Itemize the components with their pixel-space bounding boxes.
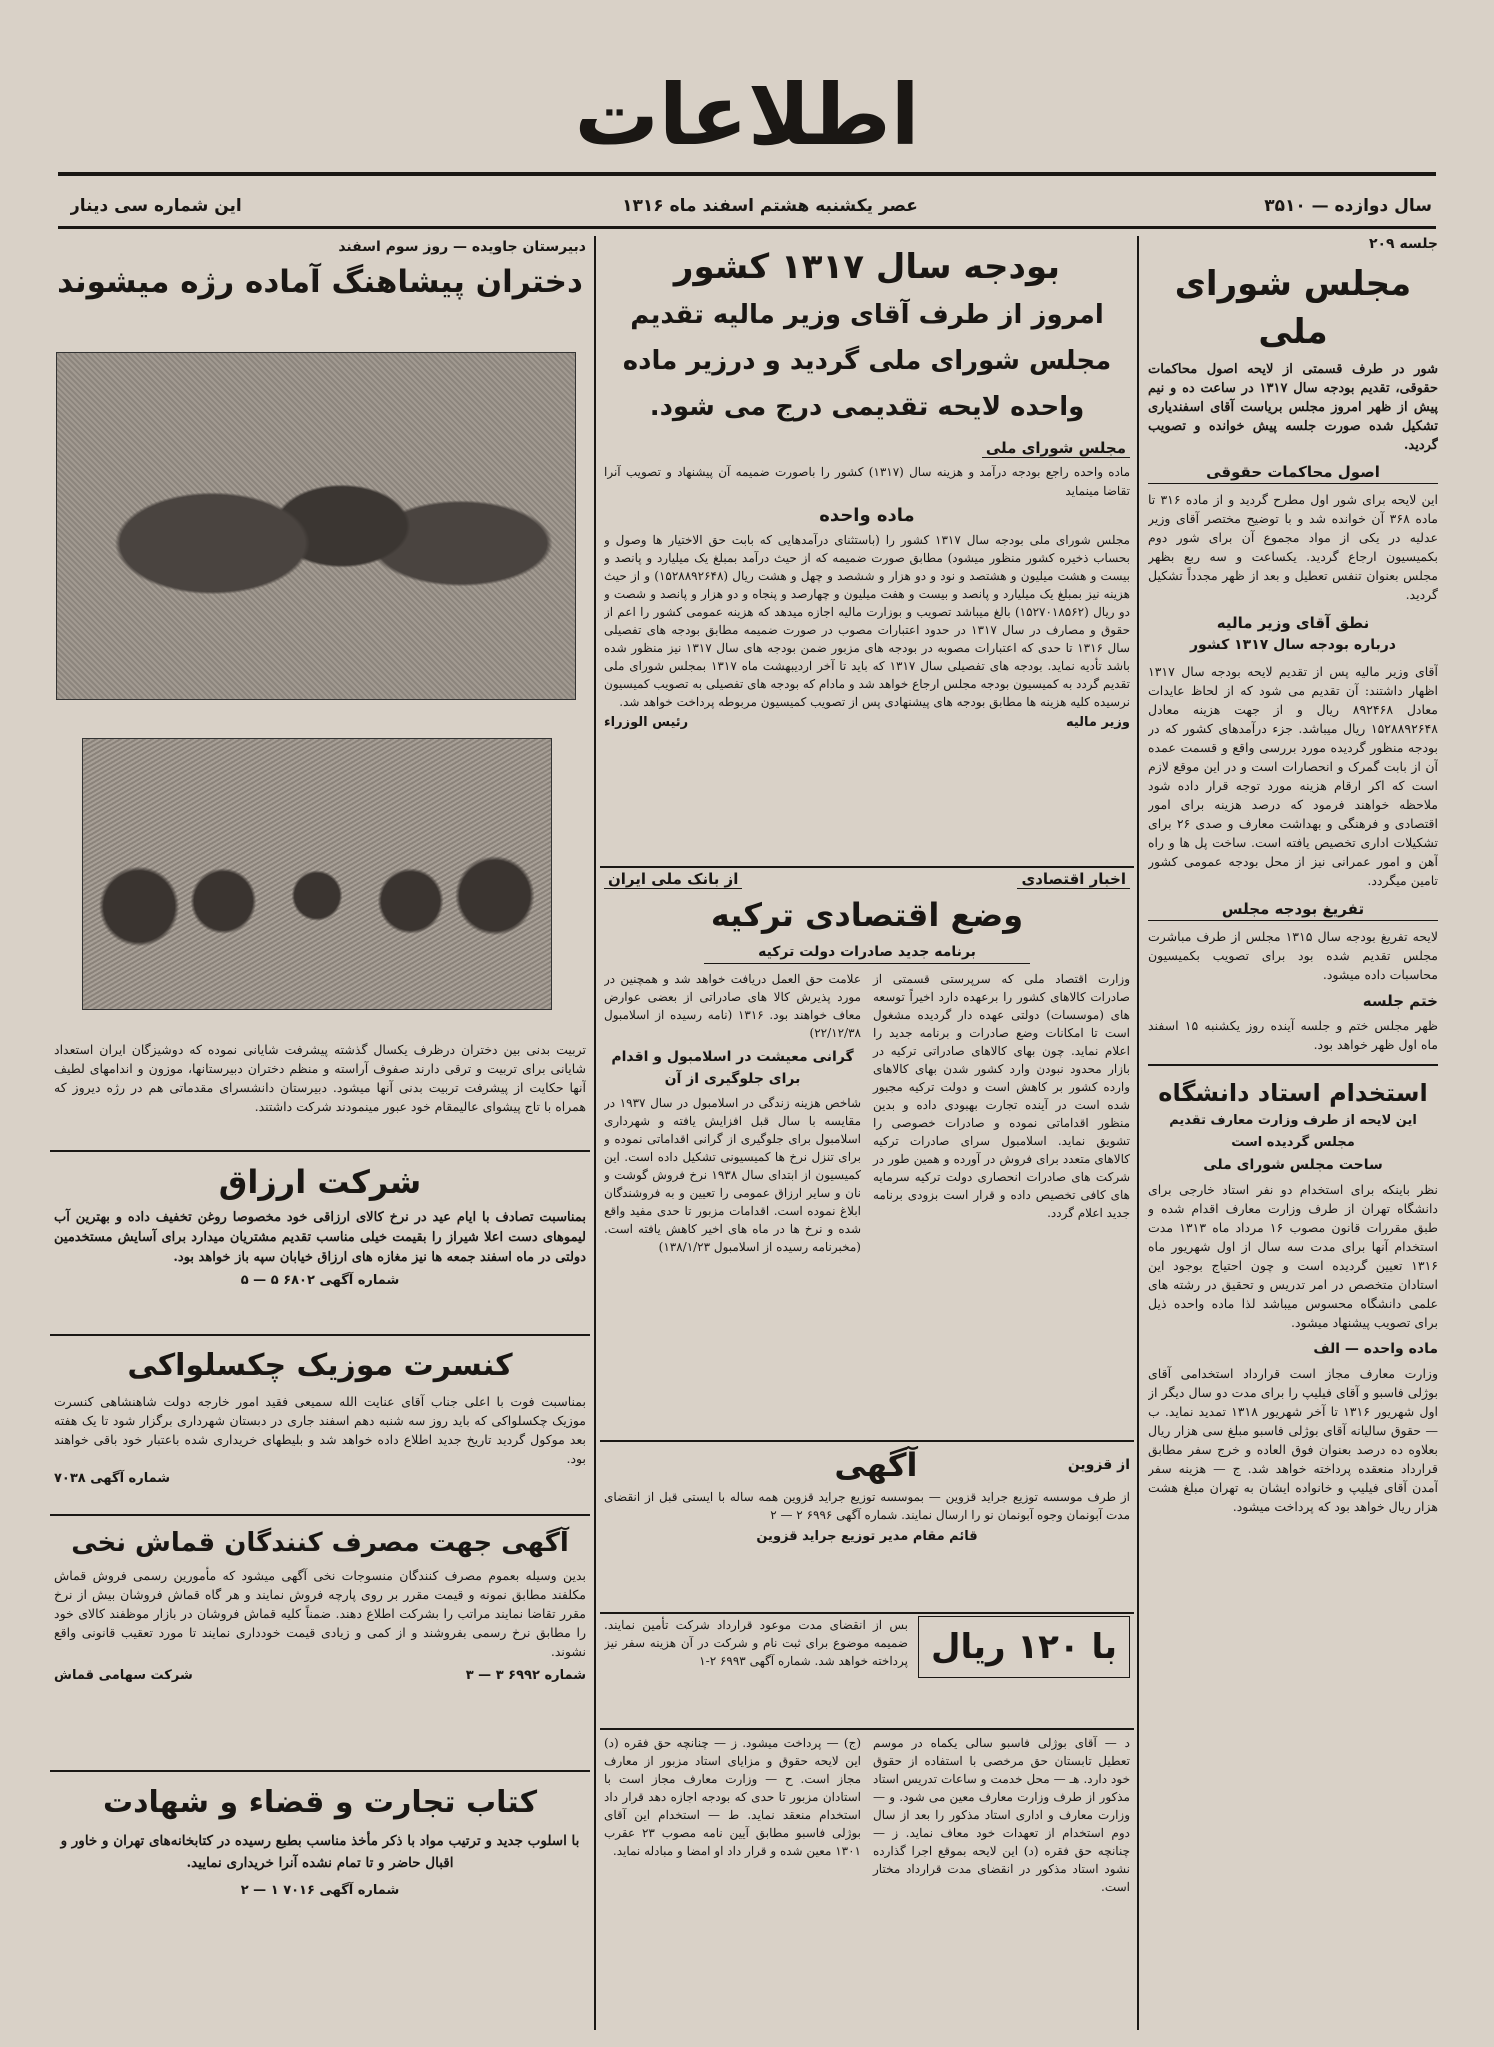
parliament-intro: شور در طرف قسمتی از لایحه اصول محاکمات حقوقی، تقدیم بودجه سال ۱۳۱۷ در ساعت ده و نیم پیش از ظهر امروز مجلس بریاست آقای اسفندیاری تشکیل شده صورت جلسه پیش خوانده و تصویب گردید. — [1148, 362, 1438, 453]
sub-civil-procedure: اصول محاکمات حقوقی — [1148, 461, 1438, 484]
budget-headline: بودجه سال ۱۳۱۷ کشور — [673, 247, 1061, 287]
supply-ad — [54, 1156, 586, 1332]
sub-budget-1317: درباره بودجه سال ۱۳۱۷ کشور — [1190, 637, 1396, 653]
sub-parliament-budget: تفریغ بودجه مجلس — [1148, 898, 1438, 921]
divider-supply — [50, 1150, 590, 1152]
divider-uni — [1148, 1064, 1438, 1066]
university-text2: وزارت معارف مجاز است قرارداد استخدامی آقای بوژلی فاسبو و آقای فیلیپ را برای مدت دو سال دیگر از اول شهریور ۱۳۱۶ تا آخر شهریور ۱۳۱۸ تمدید نماید. ب — حقوق سالیانه آقای بوژلی فاسبو مبلغ سی هزار ریال بعلاوه ده درصد بعنوان فوق العاده و خرج سفر مطابق قرارداد منعقده پرداخته خواهد شد. ج — هزینه سفر آمدن آقای فیلیپ و خانواده ایشان به تهران مبلغ هشت هزار ریال خواهد بود که پرداخت میشود. — [1148, 1366, 1438, 1514]
scout-girls-photo — [56, 352, 576, 700]
concert-headline: کنسرت موزیک چکسلواکی — [127, 1348, 513, 1383]
university-article: ماده واحده — الف — [1313, 1341, 1438, 1357]
right-column — [1148, 236, 1438, 2036]
university-text: نظر باینکه برای استخدام دو نفر استاد خارجی برای دانشگاه تهران از طرف وزارت معارف اقدام شده و طبق مقررات قانون مصوب ۱۶ مرداد ماه ۱۳۱۳ مدت استخدام آنها برای مدت سه سال از اول شهریور ماه ۱۳۱۶ تعیین گردیده است و چون احتیاج بوجود این استادان متخصص در امر تدریس و تحقیق در رشته های علمی دانشگاه محسوس میباشد لذا ماده واحده ذیل برای تصویب پیشنهاد میشود. — [1148, 1182, 1438, 1330]
budget-article — [604, 236, 1130, 866]
sub-finance-minister-speech: نطق آقای وزیر مالیه — [1216, 614, 1370, 632]
book-headline: کتاب تجارت و قضاء و شهادت — [102, 1785, 538, 1820]
notice-label: از قزوین — [1067, 1457, 1130, 1473]
divider-econ — [600, 866, 1134, 868]
sign-finance-minister: وزیر مالیه — [1065, 715, 1130, 730]
concert-ad — [54, 1340, 586, 1512]
girls-dateline: دبیرستان جاویده — روز سوم اسفند — [338, 239, 586, 255]
university-headline: استخدام استاد دانشگاه — [1158, 1079, 1428, 1107]
fabric-ad — [54, 1520, 586, 1768]
masthead-rule-bottom — [58, 226, 1436, 229]
fabric-number: شماره ۶۹۹۲ ۳ — ۳ — [465, 1668, 586, 1683]
notice-sign: قائم مقام مدیر توزیع جراید قزوین — [756, 1529, 978, 1544]
girls-caption: تربیت بدنی بین دختران درظرف یکسال گذشته پیشرفت شایانی نموده که دوشیزگان ایران استعداد شایانی برای تربیت و ترقی دارند صفوف آراسته و منظم دختران دبیرستانها، موزون و اندامهای لطیف آنها حکایت از پیشرفت تربیت بدنی آنها میشود. دبیرستان دانشسرای مقدماتی هم در رژه دیروز که همراه با تاج پیشوای عالیمقام خود عبور مینمودند شرکت داشتند. — [54, 1042, 586, 1114]
column-rule-right — [1137, 236, 1139, 2030]
fabric-footer — [54, 1665, 586, 1687]
supply-text: بمناسبت تصادف با ایام عید در نرخ کالای ارزاقی خود مخصوصا روغن تخفیف داده و بهترین آب لیموهای دست اعلا شیراز را بقیمت خیلی مناسب تقدیم مشتریان میدارد برای آسایش مستخدمین دولتی در ماه اسفند جمعه ها نیز مغازه های ارزاق خیابان سپه باز خواهد بود. — [54, 1210, 586, 1265]
fabric-headline: آگهی جهت مصرف کنندگان قماش نخی — [71, 1528, 569, 1558]
session-label: جلسه ۲۰۹ — [1368, 236, 1438, 252]
turkey-sub2: گرانی معیشت در اسلامبول و اقدام برای جلوگیری از آن — [611, 1049, 854, 1087]
price-ad — [604, 1616, 1130, 1726]
divider-notice — [600, 1440, 1134, 1442]
budget-text: مجلس شورای ملی بودجه سال ۱۳۱۷ کشور را (باستثنای درآمدهایی که بابت حق الاختیار ها وصول و بحساب ذخیره کشور منظور میشود) مطابق صورت ضمیمه که از حیث درآمد بمبلغ یک میلیارد و پانصد و بیست و هشت میلیون و هشتصد و نود و دو هزار و ششصد و چهل و هشت ریال (۱۵۲۸۸۹۲۶۴۸) و از حیث هزینه نیز بمبلغ یک میلیارد و پانصد و بیست و هفت میلیون و چهارصد و پنجاه و دو هزار و پانصد و شصت و دو ریال (۱۵۲۷۰۱۸۵۶۲) بالغ میباشد تصویب و بوزارت مالیه اجازه میدهد که هزینه عمومی کشور را اعم از حقوق و مصارف در سال ۱۳۱۷ در حدود اعتبارات مصوب در صورت ضمیمه مطابق بودجه های تفصیلی سال ۱۳۱۶ تا حدی که اعتبارات مصوبه در بودجه های مزبور ضمن بودجه های سال ۱۳۱۷ نیز منظور شده باشد تأدیه نماید. بودجه های تفصیلی سال ۱۳۱۷ که باید تا آخر اردیبهشت ماه ۱۳۱۷ بمجلس شورای ملی تقدیم گردد به کمیسیون بودجه مجلس ارجاع خواهد شد و مادام که بودجه های تفصیلی به تصویب کمیسیون نرسیده کلیه هزینه ها مطابق بودجه های پیشنهادی پس از تصویب کمیسیون مربوطه پرداخت خواهد شد. — [604, 533, 1130, 709]
column-rule-left — [594, 236, 596, 2030]
scout-girls-row-photo — [82, 738, 552, 1010]
bank-tag: از بانک ملی ایران — [604, 870, 742, 889]
article-head: ماده واحده — [819, 505, 915, 526]
divider-price — [600, 1612, 1134, 1614]
econ-tag: اخبار اقتصادی — [1017, 870, 1130, 889]
text-session-end: ظهر مجلس ختم و جلسه آینده روز یکشنبه ۱۵ اسفند ماه اول ظهر خواهد بود. — [1148, 1018, 1438, 1052]
text-finance-speech: آقای وزیر مالیه پس از تقدیم لایحه بودجه سال ۱۳۱۷ اظهار داشتند: آن تقدیم می شود که از لحاظ عایدات معادل ۸۹۲۴۶۸ ریال و از جهت هزینه معادل ۱۵۲۸۸۹۲۶۴۸ ریال میباشد. جزء درآمدهای کشور که در بودجه منظور گردیده مورد بررسی واقع و قسمت عمده آن از بابت گمرک و انحصارات است و در این موقع لازم است که اکر ارقام هزینه مورد توجه قرار داده شود ملاحظه خواهند فرمود که درصد هزینه برای امور اقتصادی و فرهنگی و بهداشت معارف و صدی ۲۶ برای تشکیلات اداری تخصیص یافته است. ساخت پل ها و راه آهن و امور عمرانی نیز از محل بودجه عمومی کشور تامین میگردد. — [1148, 664, 1438, 888]
text-civil-procedure: این لایحه برای شور اول مطرح گردید و از ماده ۳۱۶ تا ماده ۳۶۸ آن خوانده شد و با توضیح مختصر آقای وزیر عدلیه در یکی از مواد مجموع آن برای شور دوم بکمیسیون ارجاع گردید. یکساعت و سه ربع بظهر مجلس بعنوان تنفس تعطیل و بعد از ظهر مجدداً تشکیل گردید. — [1148, 492, 1438, 602]
bottom-continuation — [604, 1734, 1130, 2034]
divider-bottom — [600, 1728, 1134, 1730]
turkey-sub: برنامه جدید صادرات دولت ترکیه — [704, 941, 1030, 964]
university-sub: این لایحه از طرف وزارت معارف تقدیم مجلس گردیده است — [1169, 1113, 1417, 1150]
text-parliament-budget: لایحه تفریغ بودجه سال ۱۳۱۵ مجلس از طرف مباشرت مجلس تقدیم شده بود برای تصویب بکمیسیون محاسبات داده میشود. — [1148, 929, 1438, 982]
sub-session-end: ختم جلسه — [1362, 992, 1438, 1010]
notice-ad — [604, 1446, 1130, 1610]
notice-head: آگهی — [834, 1446, 918, 1484]
budget-deck: امروز از طرف آقای وزیر مالیه تقدیم مجلس شورای ملی گردید و درزیر ماده واحده لایحه تقدیمی درج می شود. — [622, 300, 1112, 422]
concert-text: بمناسبت فوت با اعلی جناب آقای عنایت الله سمیعی فقید امور خارجه دولت شاهنشاهی کنسرت موزیک چکسلواکی که باید روز سه شنبه دهم اسفند جاری در دبستان شهرداری برگزار شود تا یک هفته بعد موکول گردید تاریخ جدید اطلاع داده خواهد شد و بلیطهای خریداری شده باعتبار خود باقی خواهند بود. — [54, 1394, 586, 1466]
book-number: شماره آگهی ۷۰۱۶ ۱ — ۲ — [240, 1883, 400, 1898]
masthead-rule-top — [58, 172, 1436, 176]
budget-intro: ماده واحده راجع بودجه درآمد و هزینه سال (۱۳۱۷) کشور را باصورت ضمیمه آن پیشنهاد و تصویب آنرا تقاضا مینماید — [604, 465, 1130, 498]
supply-headline: شرکت ارزاق — [218, 1163, 422, 1201]
divider-book — [50, 1770, 590, 1772]
notice-text: از طرف موسسه توزیع جراید قزوین — بموسسه توزیع جراید قزوین همه ساله با ایستی قبل از انقضای مدت آبونمان وجوه آبونمان نو را ارسال نمایند. شماره آگهی ۶۹۹۶ ۲ — ۲ — [604, 1490, 1130, 1522]
bottom-text-b: (ج) — پرداخت میشود. ز — چنانچه حق فقره (د) این لایحه حقوق و مزایای استاد مزبور از معارف مجاز است. ح — وزارت معارف مجاز است با استادان مزبور تا حدی که بودجه اجازه دهد قرار داد استخدام منعقد نماید. ط — استخدام این آقای بوژلی فاسبو مطابق آیین نامه مصوب ۲۳ عقرب ۱۳۰۱ معین شده و قرار داد او امضا و مبادله نماید. — [604, 1736, 861, 1858]
turkey-headline: وضع اقتصادی ترکیه — [710, 896, 1024, 934]
dateline-date: عصر یکشنبه هشتم اسفند ماه ۱۳۱۶ — [622, 196, 918, 216]
dateline-price: این شماره سی دینار — [70, 196, 242, 216]
book-ad — [54, 1776, 586, 2026]
divider-fabric — [50, 1514, 590, 1516]
price-head: با ۱۲۰ ریال — [918, 1616, 1130, 1678]
book-text: با اسلوب جدید و ترتیب مواد با ذکر مأخذ مناسب بطبع رسیده در کتابخانه‌های تهران و خاور و اقبال حاضر و تا تمام نشده آنرا خریداری نمایید. — [60, 1833, 580, 1871]
fabric-text: بدین وسیله بعموم مصرف کنندگان منسوجات نخی آگهی میشود که مأمورین رسمی فروش قماش مکلفند مطابق نمونه و قیمت مقرر بر روی پارچه فروش نمایند و هر گاه قماش فروشان بیش از نرخ مقرر تقاضا نمایند مراتب را بشرکت اطلاع دهند. ضمناً کلیه قماش فروشان در بازار موظفند کالای خود را مطابق نرخ رسمی بفروشند و از کمی و زیادی قیمت خودداری نمایند تا مورد تعقیب قانونی واقع نشوند. — [54, 1568, 586, 1659]
dateline-year-issue: سال دوازده — ۳۵۱۰ — [1264, 196, 1432, 216]
university-sub2: ساحت مجلس شورای ملی — [1203, 1157, 1383, 1173]
turkey-text-a: وزارت اقتصاد ملی که سرپرستی قسمتی از صادرات کالاهای کشور را برعهده دارد اخیراً توسعه های (موسسات) دولتی عهده دار گردیده مشغول است تا امکانات وضع صادرات و برنامه جدید را اعلام نماید. چون بهای کالاهای صادراتی ترکیه در بازار محدود نبودن وارد کشور شدن بهای کالاهای وارده کشور بر کاهش است و دولت ترکیه مجبور شده است در آینده تجارت بهبودی داده و بدین منظور اقداماتی نموده و صادرات خصوصی را تشویق نماید. اسلامبول سرای صادرات ترکیه کالاهای متعدد برای فروش در آورده و همین طور در شرکت های صادرات انحصاری دولت ترکیه سرمایه های کافی تخصیص داده و قرار است بزودی برنامه جدید اعلام گردد. — [873, 972, 1130, 1220]
parliament-headline: مجلس شورای ملی — [1174, 264, 1412, 352]
bottom-text-a: د — آقای بوژلی فاسبو سالی یکماه در موسم تعطیل تابستان حق مرخصی با استفاده از حقوق خود دارد. هـ — محل خدمت و ساعات تدریس استاد مذکور از طرف وزارت معارف معین می شود. و — وزارت معارف و اداری استاد مذکور را بعد از سال دوم استخدام از تعهدات خود معاف نماید. ز — چنانچه حق فقره (د) این لایحه بموقع اجرا گذارده نشود استاد مذکور در انقضای مدت قرارداد مختار است. — [873, 1736, 1130, 1894]
sign-prime-minister: رئیس الوزراء — [604, 715, 689, 730]
divider-concert — [50, 1334, 590, 1336]
supply-number: شماره آگهی ۶۸۰۲ ۵ — ۵ — [240, 1273, 400, 1288]
concert-number: شماره آگهی ۷۰۳۸ — [54, 1471, 171, 1486]
parliament-tag: مجلس شورای ملی — [982, 439, 1130, 458]
economy-article — [604, 870, 1130, 1440]
turkey-text-c: شاخص هزینه زندگی در اسلامبول در سال ۱۹۳۷ در مقایسه با سال قبل افزایش یافته و شهرداری اسلامبول برای جلوگیری از گرانی اقداماتی نموده و برای تنزل نرخ ها کمیسیونی تشکیل داده است. این کمیسیون از ابتدای سال ۱۹۳۸ نرخ فروش گوشت و نان و سایر ارزاق عمومی را تعیین و به فروشندگان ابلاغ نموده است. اقدامات مزبور تا حدی مفید واقع شده و نرخ ها در ماه های اخیر کاهش یافته است. (مخبرنامه رسیده از اسلامبول ۱۳۸/۱/۲۳) — [604, 1096, 862, 1254]
masthead-title: اطلاعات — [574, 66, 920, 164]
fabric-sign: شرکت سهامی قماش — [54, 1668, 193, 1683]
girls-headline: دختران پیشاهنگ آماده رژه میشوند — [57, 264, 583, 300]
budget-signatures — [604, 715, 1130, 730]
turkey-text-b: علامت حق العمل دریافت خواهد شد و همچنین در مورد پذیرش کالا های صادراتی از بعضی عوارض معاف خواهند بود. ۱۳۱۶ (نامه رسیده از اسلامبول ۲۲/۱۲/۳۸) — [604, 972, 862, 1040]
price-text: بس از انقضای مدت موعود قرارداد شرکت تأمین نمایند. ضمیمه موضوع برای ثبت نام و شرکت در آن هزینه سفر نیز پرداخته خواهد شد. شماره آگهی ۶۹۹۳ ۲-۱ — [604, 1618, 908, 1668]
